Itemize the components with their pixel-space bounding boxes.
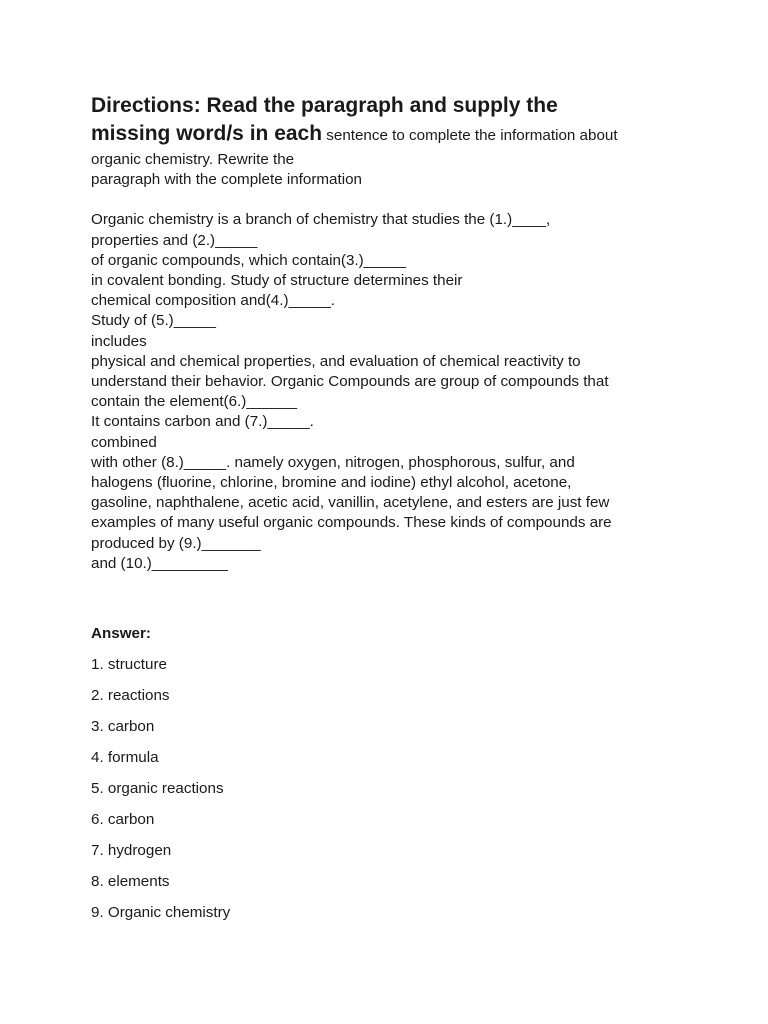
directions-line: organic chemistry. Rewrite the <box>91 151 295 168</box>
answer-item: 2. reactions <box>91 687 170 705</box>
paragraph-line: includes <box>91 332 147 350</box>
directions-heading-rest: sentence to complete the information about <box>322 127 618 144</box>
paragraph-line: combined <box>91 433 157 451</box>
paragraph-line: chemical composition and(4.)_____. <box>91 292 335 310</box>
directions-heading-line-2 <box>91 120 731 150</box>
paragraph-line: produced by (9.)_______ <box>91 534 261 552</box>
exercise-paragraph <box>91 210 731 574</box>
answer-item: 3. carbon <box>91 718 155 736</box>
answer-item: 1. structure <box>91 656 167 674</box>
answer-item: 8. elements <box>91 873 170 891</box>
directions-heading-text-1: Directions: Read the paragraph and supply the <box>91 94 558 117</box>
paragraph-line: Organic chemistry is a branch of chemistry that studies the (1.)____, <box>91 211 551 229</box>
directions-heading-text-2: missing word/s in each <box>91 122 323 145</box>
answer-item: 9. Organic chemistry <box>91 904 231 922</box>
answer-item: 5. organic reactions <box>91 780 224 798</box>
paragraph-line: examples of many useful organic compounds. These kinds of compounds are <box>91 514 612 532</box>
paragraph-line: Study of (5.)_____ <box>91 312 216 330</box>
paragraph-line: and (10.)_________ <box>91 554 228 572</box>
answer-item: 7. hydrogen <box>91 842 172 860</box>
directions-body <box>91 150 731 190</box>
directions-line: paragraph with the complete information <box>91 171 362 189</box>
paragraph-line: of organic compounds, which contain(3.)_____ <box>91 251 406 269</box>
paragraph-line: contain the element(6.)______ <box>91 393 298 411</box>
paragraph-line: gasoline, naphthalene, acetic acid, vanillin, acetylene, and esters are just few <box>91 494 610 512</box>
document-page <box>91 92 731 934</box>
answer-section <box>91 624 731 923</box>
answer-title: Answer: <box>91 625 151 643</box>
paragraph-line: physical and chemical properties, and evaluation of chemical reactivity to <box>91 352 581 370</box>
paragraph-line: halogens (fluorine, chlorine, bromine and iodine) ethyl alcohol, acetone, <box>91 474 572 492</box>
paragraph-line: It contains carbon and (7.)_____. <box>91 413 314 431</box>
paragraph-line: in covalent bonding. Study of structure determines their <box>91 272 463 290</box>
directions-heading-line-1 <box>91 92 731 120</box>
paragraph-line: properties and (2.)_____ <box>91 231 258 249</box>
paragraph-line: with other (8.)_____. namely oxygen, nitrogen, phosphorous, sulfur, and <box>91 453 575 471</box>
paragraph-line: understand their behavior. Organic Compounds are group of compounds that <box>91 373 609 391</box>
answer-item: 6. carbon <box>91 811 155 829</box>
answer-item: 4. formula <box>91 749 159 767</box>
